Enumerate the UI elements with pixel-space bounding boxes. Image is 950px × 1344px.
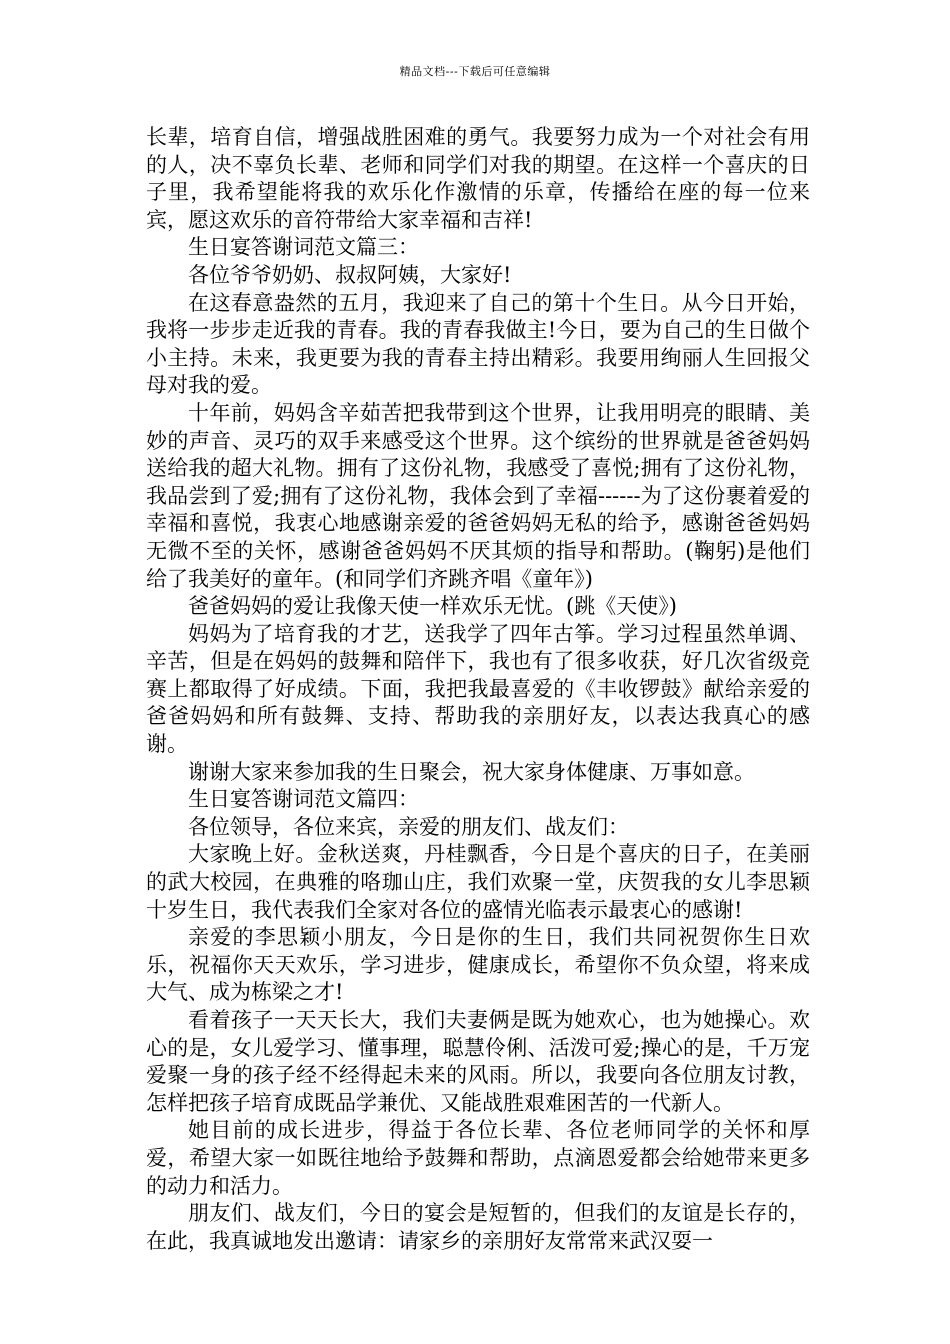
paragraph: 爸爸妈妈的爱让我像天使一样欢乐无忧。(跳《天使》) bbox=[188, 594, 677, 619]
paragraph: 大家晚上好。金秋送爽，丹桂飘香，今日是个喜庆的日子，在美丽的武大校园，在典雅的咯珈山庄，我们欢聚一堂，庆贺我的女儿李思颖十岁生日，我代表我们全家对各位的盛情光临表示最衷心的感谢! bbox=[146, 842, 810, 922]
paragraph: 妈妈为了培育我的才艺，送我学了四年古筝。学习过程虽然单调、辛苦，但是在妈妈的鼓舞和陪伴下，我也有了很多收获，好几次省级竞赛上都取得了好成绩。下面，我把我最喜爱的《丰收锣鼓》献给亲爱的爸爸妈妈和所有鼓舞、支持、帮助我的亲朋好友，以表达我真心的感谢。 bbox=[146, 621, 810, 757]
section-heading: 生日宴答谢词范文篇三： bbox=[188, 235, 419, 260]
paragraph: 亲爱的李思颖小朋友，今日是你的生日，我们共同祝贺你生日欢乐，祝福你天天欢乐，学习进步，健康成长，希望你不负众望，将来成大气、成为栋梁之才! bbox=[146, 925, 810, 1005]
paragraph: 看着孩子一天天长大，我们夫妻俩是既为她欢心，也为她操心。欢心的是，女儿爱学习、懂事理，聪慧伶俐、活泼可爱;操心的是，千万宠爱聚一身的孩子经不经得起未来的风雨。所以，我要向各位朋友讨教，怎样把孩子培育成既品学兼优、又能战胜艰难困苦的一代新人。 bbox=[146, 1008, 810, 1115]
paragraph: 十年前，妈妈含辛茹苦把我带到这个世界，让我用明亮的眼睛、美妙的声音、灵巧的双手来感受这个世界。这个缤纷的世界就是爸爸妈妈送给我的超大礼物。拥有了这份礼物，我感受了喜悦;拥有了这份礼物，我品尝到了爱;拥有了这份礼物，我体会到了幸福------为了这份裹着爱的幸福和喜悦，我衷心地感谢亲爱的爸爸妈妈无私的给予，感谢爸爸妈妈无微不至的关怀，感谢爸爸妈妈不厌其烦的指导和帮助。(鞠躬)是他们给了我美好的童年。(和同学们齐跳齐唱《童年》) bbox=[146, 400, 810, 591]
paragraph: 朋友们、战友们，今日的宴会是短暂的，但我们的友谊是长存的，在此，我真诚地发出邀请：请家乡的亲朋好友常常来武汉耍一 bbox=[146, 1201, 810, 1253]
salutation: 各位领导，各位来宾，亲爱的朋友们、战友们： bbox=[188, 814, 629, 839]
paragraph: 她目前的成长进步，得益于各位长辈、各位老师同学的关怀和厚爱，希望大家一如既往地给予鼓舞和帮助，点滴恩爱都会给她带来更多的动力和活力。 bbox=[146, 1118, 810, 1198]
section-heading: 生日宴答谢词范文篇四： bbox=[188, 787, 419, 812]
paragraph: 长辈，培育自信，增强战胜困难的勇气。我要努力成为一个对社会有用的人，决不辜负长辈、老师和同学们对我的期望。在这样一个喜庆的日子里，我希望能将我的欢乐化作激情的乐章，传播给在座的每一位来宾，愿这欢乐的音符带给大家幸福和吉祥! bbox=[146, 125, 810, 232]
paragraph: 谢谢大家来参加我的生日聚会，祝大家身体健康、万事如意。 bbox=[188, 759, 755, 784]
document-body bbox=[146, 124, 810, 1255]
page-header: 精品文档---下载后可任意编辑 bbox=[399, 65, 551, 78]
paragraph: 在这春意盎然的五月，我迎来了自己的第十个生日。从今日开始，我将一步步走近我的青春。我的青春我做主!今日，要为自己的生日做个小主持。未来，我更要为我的青春主持出精彩。我要用绚丽人生回报父母对我的爱。 bbox=[146, 290, 810, 398]
salutation: 各位爷爷奶奶、叔叔阿姨，大家好! bbox=[188, 262, 512, 287]
